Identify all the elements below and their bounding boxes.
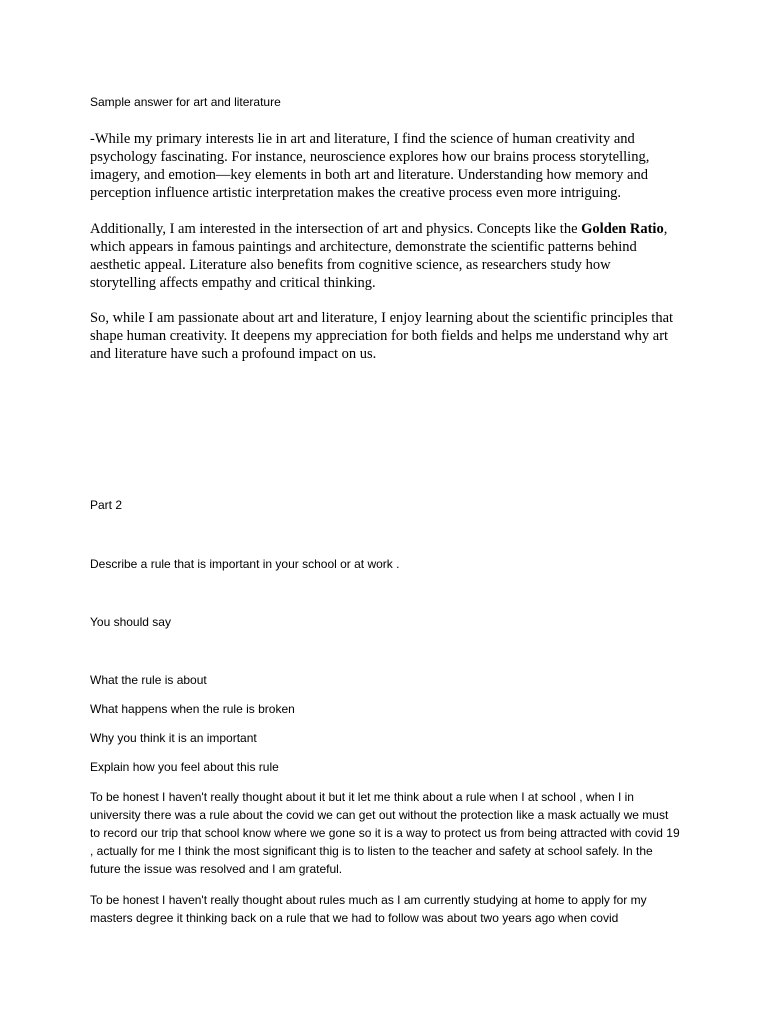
cue-point: Explain how you feel about this rule <box>90 760 279 774</box>
cue-card-prompt: Describe a rule that is important in your school or at work . <box>90 557 400 571</box>
answer-paragraph-1: To be honest I haven't really thought about it but it let me think about a rule when I at school , when I in university there was a rule about the covid we can get out without the protection like a mask actually we must to record our trip that school know where we gone so it is a way to protect us from being attracted with covid 19 , actually for me I think the most significant thig is to listen to the teacher and safety at school safely. In the future the issue was resolved and I am grateful. <box>90 790 680 876</box>
paragraph-science-creativity: -While my primary interests lie in art and literature, I find the science of human creativity and psychology fascinating. For instance, neuroscience explores how our brains process storytelling, imagery, and emotion—key elements in both art and literature. Understanding how memory and perception influence artistic interpretation makes the creative process even more intriguing. <box>90 131 650 201</box>
answer-paragraph-2: To be honest I haven't really thought about rules much as I am currently studying at home to apply for my masters degree it thinking back on a rule that we had to follow was about two years ago when covid <box>90 893 647 925</box>
cue-point: What the rule is about <box>90 673 207 687</box>
paragraph-art-physics-text-1: Additionally, I am interested in the intersection of art and physics. Concepts like the <box>90 221 582 237</box>
golden-ratio-bold: Golden Ratio <box>581 221 664 237</box>
paragraph-conclusion: So, while I am passionate about art and literature, I enjoy learning about the scientific principles that shape human creativity. It deepens my appreciation for both fields and helps me understand why art and literature have such a profound impact on us. <box>90 310 674 362</box>
you-should-say: You should say <box>90 615 171 629</box>
cue-point: What happens when the rule is broken <box>90 702 295 716</box>
paragraph-art-physics <box>90 220 680 292</box>
document-heading: Sample answer for art and literature <box>90 95 281 109</box>
paragraph-art-physics-text-2: , which appears in famous paintings and architecture, demonstrate the scientific patterns behind aesthetic appeal. Literature also benefits from cognitive science, as researchers study how storytelling affects empathy and critical thinking. <box>90 221 668 291</box>
part-2-label: Part 2 <box>90 498 123 512</box>
cue-point: Why you think it is an important <box>90 731 257 745</box>
